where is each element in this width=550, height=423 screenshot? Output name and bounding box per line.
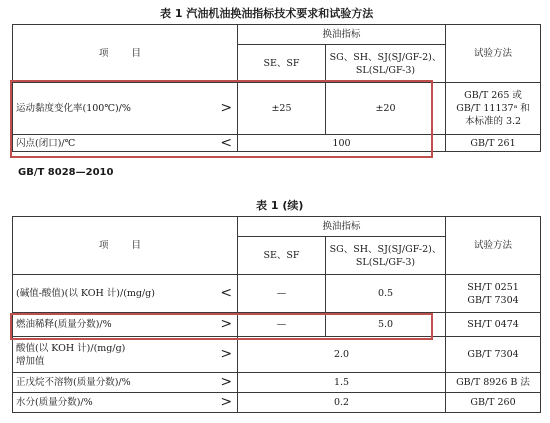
highlight-box bbox=[10, 313, 433, 340]
highlight-box bbox=[10, 80, 433, 158]
value-grade-b: ±20 bbox=[326, 83, 446, 135]
table-title: 表 1 (续) bbox=[256, 199, 304, 212]
row-name: 闪点(闭口)/℃ bbox=[13, 135, 216, 152]
method-header: 试验方法 bbox=[446, 217, 541, 275]
value-merged: 1.5 bbox=[238, 373, 446, 393]
comparison-symbol: > bbox=[216, 373, 238, 393]
test-method: GB/T 7304 bbox=[446, 337, 541, 373]
value-grade-a: ±25 bbox=[238, 83, 326, 135]
row-name: (碱值-酸值)(以 KOH 计)/(mg/g) bbox=[13, 275, 216, 313]
row-name: 酸值(以 KOH 计)/(mg/g) 增加值 bbox=[13, 337, 216, 373]
table-row bbox=[13, 393, 541, 413]
grade-b-header: SG、SH、SJ(SJ/GF-2)、 SL(SL/GF-3) bbox=[326, 45, 446, 83]
test-method: GB/T 8926 B 法 bbox=[446, 373, 541, 393]
row-name: 燃油稀释(质量分数)/% bbox=[13, 313, 216, 337]
row-name: 运动黏度变化率(100℃)/% bbox=[13, 83, 216, 135]
value-grade-a: — bbox=[238, 313, 326, 337]
table-title: 表 1 汽油机油换油指标技术要求和试验方法 bbox=[160, 7, 374, 20]
row-name: 水分(质量分数)/% bbox=[13, 393, 216, 413]
comparison-symbol: > bbox=[216, 337, 238, 373]
table-row bbox=[13, 373, 541, 393]
value-grade-b: 5.0 bbox=[326, 313, 446, 337]
comparison-symbol: > bbox=[216, 83, 238, 135]
standard-code: GB/T 8028—2010 bbox=[18, 167, 114, 178]
grade-b-header: SG、SH、SJ(SJ/GF-2)、 SL(SL/GF-3) bbox=[326, 237, 446, 275]
test-method: GB/T 265 或 GB/T 11137ᵃ 和 本标准的 3.2 bbox=[446, 83, 541, 135]
comparison-symbol: > bbox=[216, 313, 238, 337]
method-header: 试验方法 bbox=[446, 25, 541, 83]
table-row bbox=[13, 337, 541, 373]
item-header: 项 目 bbox=[13, 25, 238, 83]
comparison-symbol: > bbox=[216, 393, 238, 413]
value-grade-a: — bbox=[238, 275, 326, 313]
value-merged: 0.2 bbox=[238, 393, 446, 413]
table-row bbox=[13, 275, 541, 313]
grade-a-header: SE、SF bbox=[238, 237, 326, 275]
grade-a-header: SE、SF bbox=[238, 45, 326, 83]
test-method: GB/T 260 bbox=[446, 393, 541, 413]
test-method: SH/T 0474 bbox=[446, 313, 541, 337]
value-grade-b: 0.5 bbox=[326, 275, 446, 313]
comparison-symbol: < bbox=[216, 275, 238, 313]
row-name: 正戊烷不溶物(质量分数)/% bbox=[13, 373, 216, 393]
item-header: 项 目 bbox=[13, 217, 238, 275]
indicator-header: 换油指标 bbox=[238, 217, 446, 237]
value-merged: 2.0 bbox=[238, 337, 446, 373]
value-merged: 100 bbox=[238, 135, 446, 152]
test-method: GB/T 261 bbox=[446, 135, 541, 152]
test-method: SH/T 0251 GB/T 7304 bbox=[446, 275, 541, 313]
comparison-symbol: < bbox=[216, 135, 238, 152]
indicator-header: 换油指标 bbox=[238, 25, 446, 45]
